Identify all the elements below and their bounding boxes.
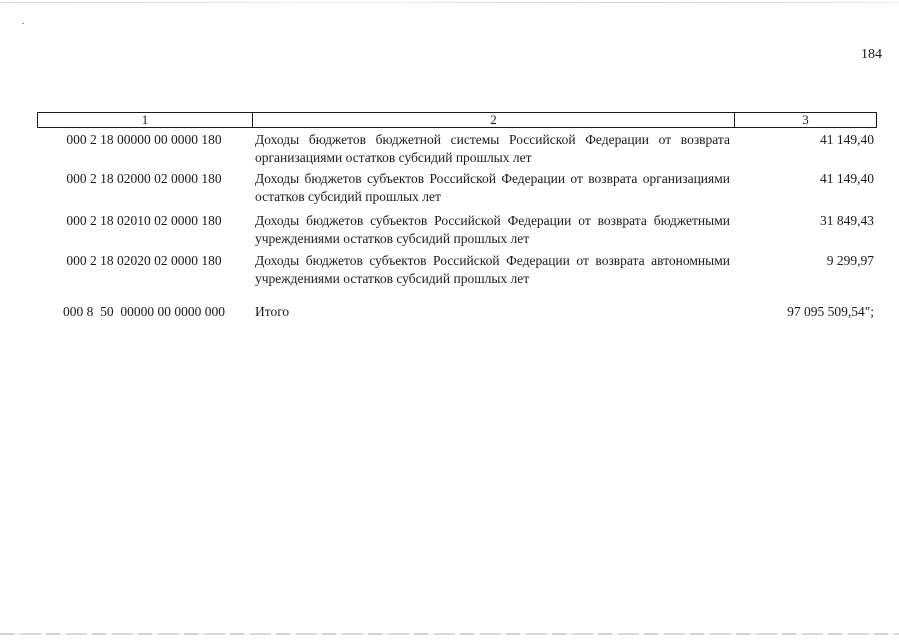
scan-edge-bottom: [0, 633, 899, 635]
scan-edge-top: [0, 2, 899, 3]
column-header-3: 3: [734, 113, 876, 127]
page-number: 184: [861, 47, 882, 62]
column-header-2: 2: [252, 113, 734, 127]
amount-value: 41 149,40: [820, 171, 874, 186]
income-description: Доходы бюджетов субъектов Российской Федерации от возврата бюджетными учреждениями остатков субсидий прошлых лет: [255, 213, 730, 246]
total-code: 000 8 50 00000 00 0000 000: [63, 304, 225, 319]
income-description: Доходы бюджетов субъектов Российской Федерации от возврата организациями остатков субсидий прошлых лет: [255, 171, 730, 204]
income-description: Доходы бюджетов бюджетной системы Российской Федерации от возврата организациями остатков субсидий прошлых лет: [255, 132, 730, 165]
budget-code: 000 2 18 02020 02 0000 180: [66, 253, 222, 268]
table-header: [37, 112, 877, 128]
budget-code: 000 2 18 02000 02 0000 180: [66, 171, 222, 186]
budget-code: 000 2 18 00000 00 0000 180: [66, 132, 222, 147]
total-amount: 97 095 509,54";: [787, 304, 874, 319]
total-label: Итого: [255, 304, 290, 319]
scan-speck: [22, 23, 24, 24]
column-header-1: 1: [141, 112, 149, 127]
amount-value: 41 149,40: [820, 132, 874, 147]
amount-value: 9 299,97: [826, 253, 874, 268]
budget-code: 000 2 18 02010 02 0000 180: [66, 213, 222, 228]
amount-value: 31 849,43: [820, 213, 874, 228]
income-description: Доходы бюджетов субъектов Российской Федерации от возврата автономными учреждениями остатков субсидий прошлых лет: [255, 253, 730, 286]
